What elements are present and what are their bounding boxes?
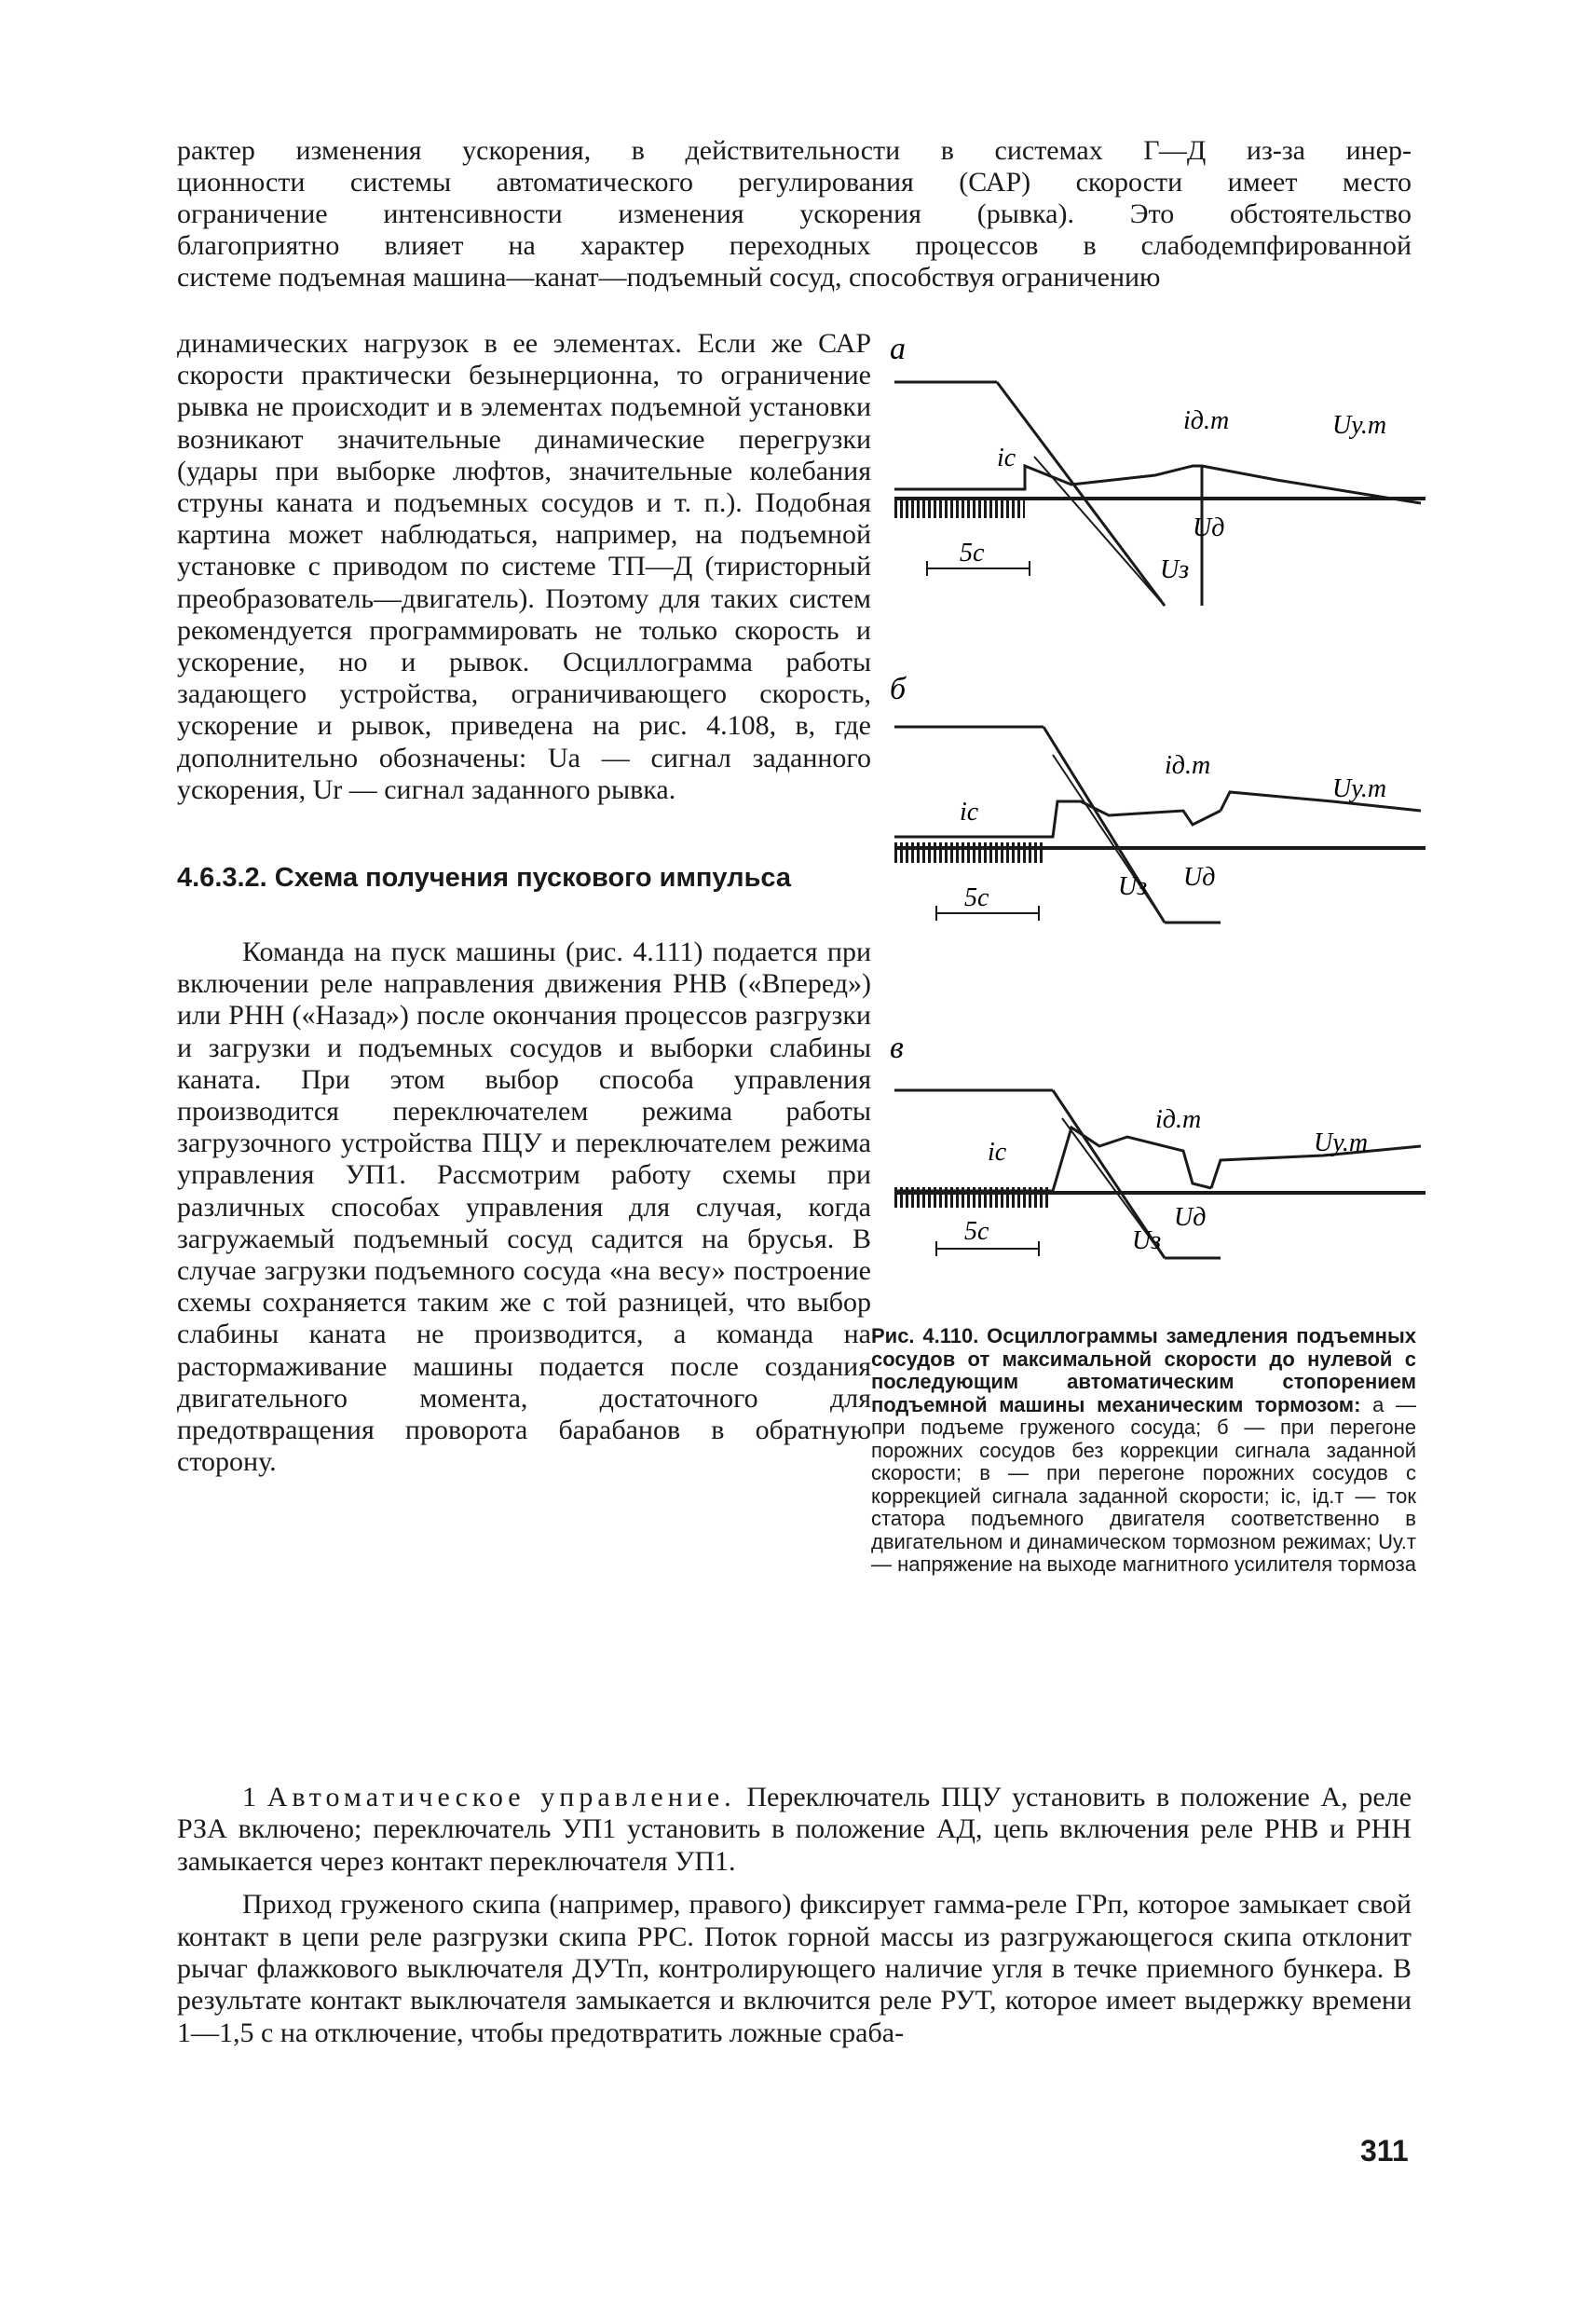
uyt-label: Uу.т [1332,774,1387,803]
ud-label: Uд [1174,1203,1207,1232]
uyt-trace [1221,792,1421,811]
panel-b-label: б [890,672,907,706]
scale-label: 5c [964,883,989,912]
paragraph-automatic-control [177,1782,1412,1878]
text-line: рактер изменения ускорения, в действительности в системах Г—Д из-за инер- [177,135,1412,166]
idt-label: iд.т [1165,751,1211,780]
uyt-label: Uу.т [1314,1128,1369,1157]
section-heading: 4.6.3.2. Схема получения пускового импульса [177,863,792,894]
idt-trace [894,466,1202,606]
left-column [177,328,871,1479]
text-line: ционности системы автоматического регулирования (САР) скорости имеет место [177,167,1412,198]
scale-label: 5c [964,1217,989,1246]
paragraph-start-command: Команда на пуск машины (рис. 4.111) подается при включении реле направления движения РНВ («Вперед») или РНН («Назад») после окончания процессов разгрузки и загрузки и подъемных сосудов и выборки слабины каната. При этом выбор способа управления производится переключателем режима работы загрузочного устройства ПЦУ и переключателем режима управления УП1. Рассмотрим работу схемы при различных способах управления для случая, когда загружаемый подъемный сосуд садится на брусья. В случае загрузки подъемного сосуда «на весу» построение схемы сохраняется таким же с той разницей, что выбор слабины каната не производится, а команда на растормаживание машины подается после создания двигательного момента, достаточного для предотвращения проворота барабанов в обратную сторону. [177,937,871,1478]
page-number: 311 [1360,2134,1409,2167]
ic-label: ic [960,798,979,827]
uz-label: Uз [1118,872,1148,901]
panel-c-label: в [890,1031,904,1065]
oscillogram-figure [885,326,1425,1333]
ud-label: Uд [1183,863,1216,892]
paragraph-dynamic-loads: динамических нагрузок в ее элементах. Если же САР скорости практически безынерционна, то ограничение рывка не происходит и в элементах подъемной установки возникают значительные динамические перегрузки (удары при выборке люфтов, значительные колебания струны каната и подъемных сосудов и т. п.). Подобная картина может наблюдаться, например, на подъемной установке с приводом по системе ТП—Д (тиристорный преобразователь—двигатель). Поэтому для таких систем рекомендуется программировать не только скорость и ускорение, но и рывок. Осциллограмма работы задающего устройства, ограничивающего скорость, ускорение и рывок, приведена на рис. 4.108, в, где дополнительно обозначены: Ua — сигнал заданного ускорения, Ur — сигнал заданного рывка. [177,328,871,805]
uz-label: Uз [1132,1226,1162,1255]
item-title: Автоматическое управление. [266,1782,736,1812]
idt-label: iд.т [1183,406,1230,435]
item-number: 1 [242,1782,256,1812]
paragraph-skip-arrival: Приход груженого скипа (например, правого) фиксирует гамма-реле ГРп, которое замыкает свой контакт в цепи реле разгрузки скипа РРС. Поток горной массы из разгружающегося скипа отклонит рычаг флажкового выключателя ДУТп, контролирующего наличие угля в течке приемного бункера. В результате контакт выключателя замыкается и включится реле РУТ, которое имеет выдержку времени 1—1,5 с на отключение, чтобы предотвратить ложные сраба- [177,1889,1412,2048]
ud-trace [1053,755,1165,923]
ud-label: Uд [1193,513,1225,542]
text-line: ограничение интенсивности изменения ускорения (рывка). Это обстоятельство [177,198,1412,229]
ud-trace [1034,457,1165,606]
idt-trace [894,1128,1211,1191]
figure-caption [871,1325,1416,1577]
ic-label: ic [988,1138,1007,1167]
uyt-label: Uу.т [1332,411,1387,440]
text-line: благоприятно влияет на характер переходных процессов в слабодемпфированной [177,230,1412,261]
caption-title: Рис. 4.110. Осциллограммы замедления подъемных сосудов от максимальной скорости до нулевой с последующим автоматическим стопорением подъемной машины механическим тормозом: [871,1324,1416,1416]
caption-body: а — при подъеме груженого сосуда; б — при перегоне порожних сосудов без коррекции сигнала заданной скорости; в — при перегоне порожних сосудов с коррекцией сигнала заданной скорости; ic, iд.т — ток статора подъемного двигателя соответственно в двигательном и динамическом тормозном режимах; Uу.т — напряжение на выходе магнитного усилителя тормоза [871,1392,1417,1576]
ic-label: ic [997,444,1016,472]
idt-trace [894,801,1221,837]
idt-label: iд.т [1155,1105,1202,1134]
scale-label: 5c [960,539,985,567]
text-line: системе подъемная машина—канат—подъемный сосуд, способствуя ограничению [177,262,1161,293]
item-text: Переключатель ПЦУ установить в положение А, реле РЗА включено; переключатель УП1 установить в положение АД, цепь включения реле РНВ и РНН замыкается через контакт переключателя УП1. [177,1782,1412,1877]
top-paragraph [177,135,1412,294]
oscillogram-svg [885,326,1425,1333]
panel-a-label: а [890,332,906,366]
uz-trace [997,382,1165,606]
bottom-text [177,1782,1412,2049]
uz-label: Uз [1160,555,1190,584]
